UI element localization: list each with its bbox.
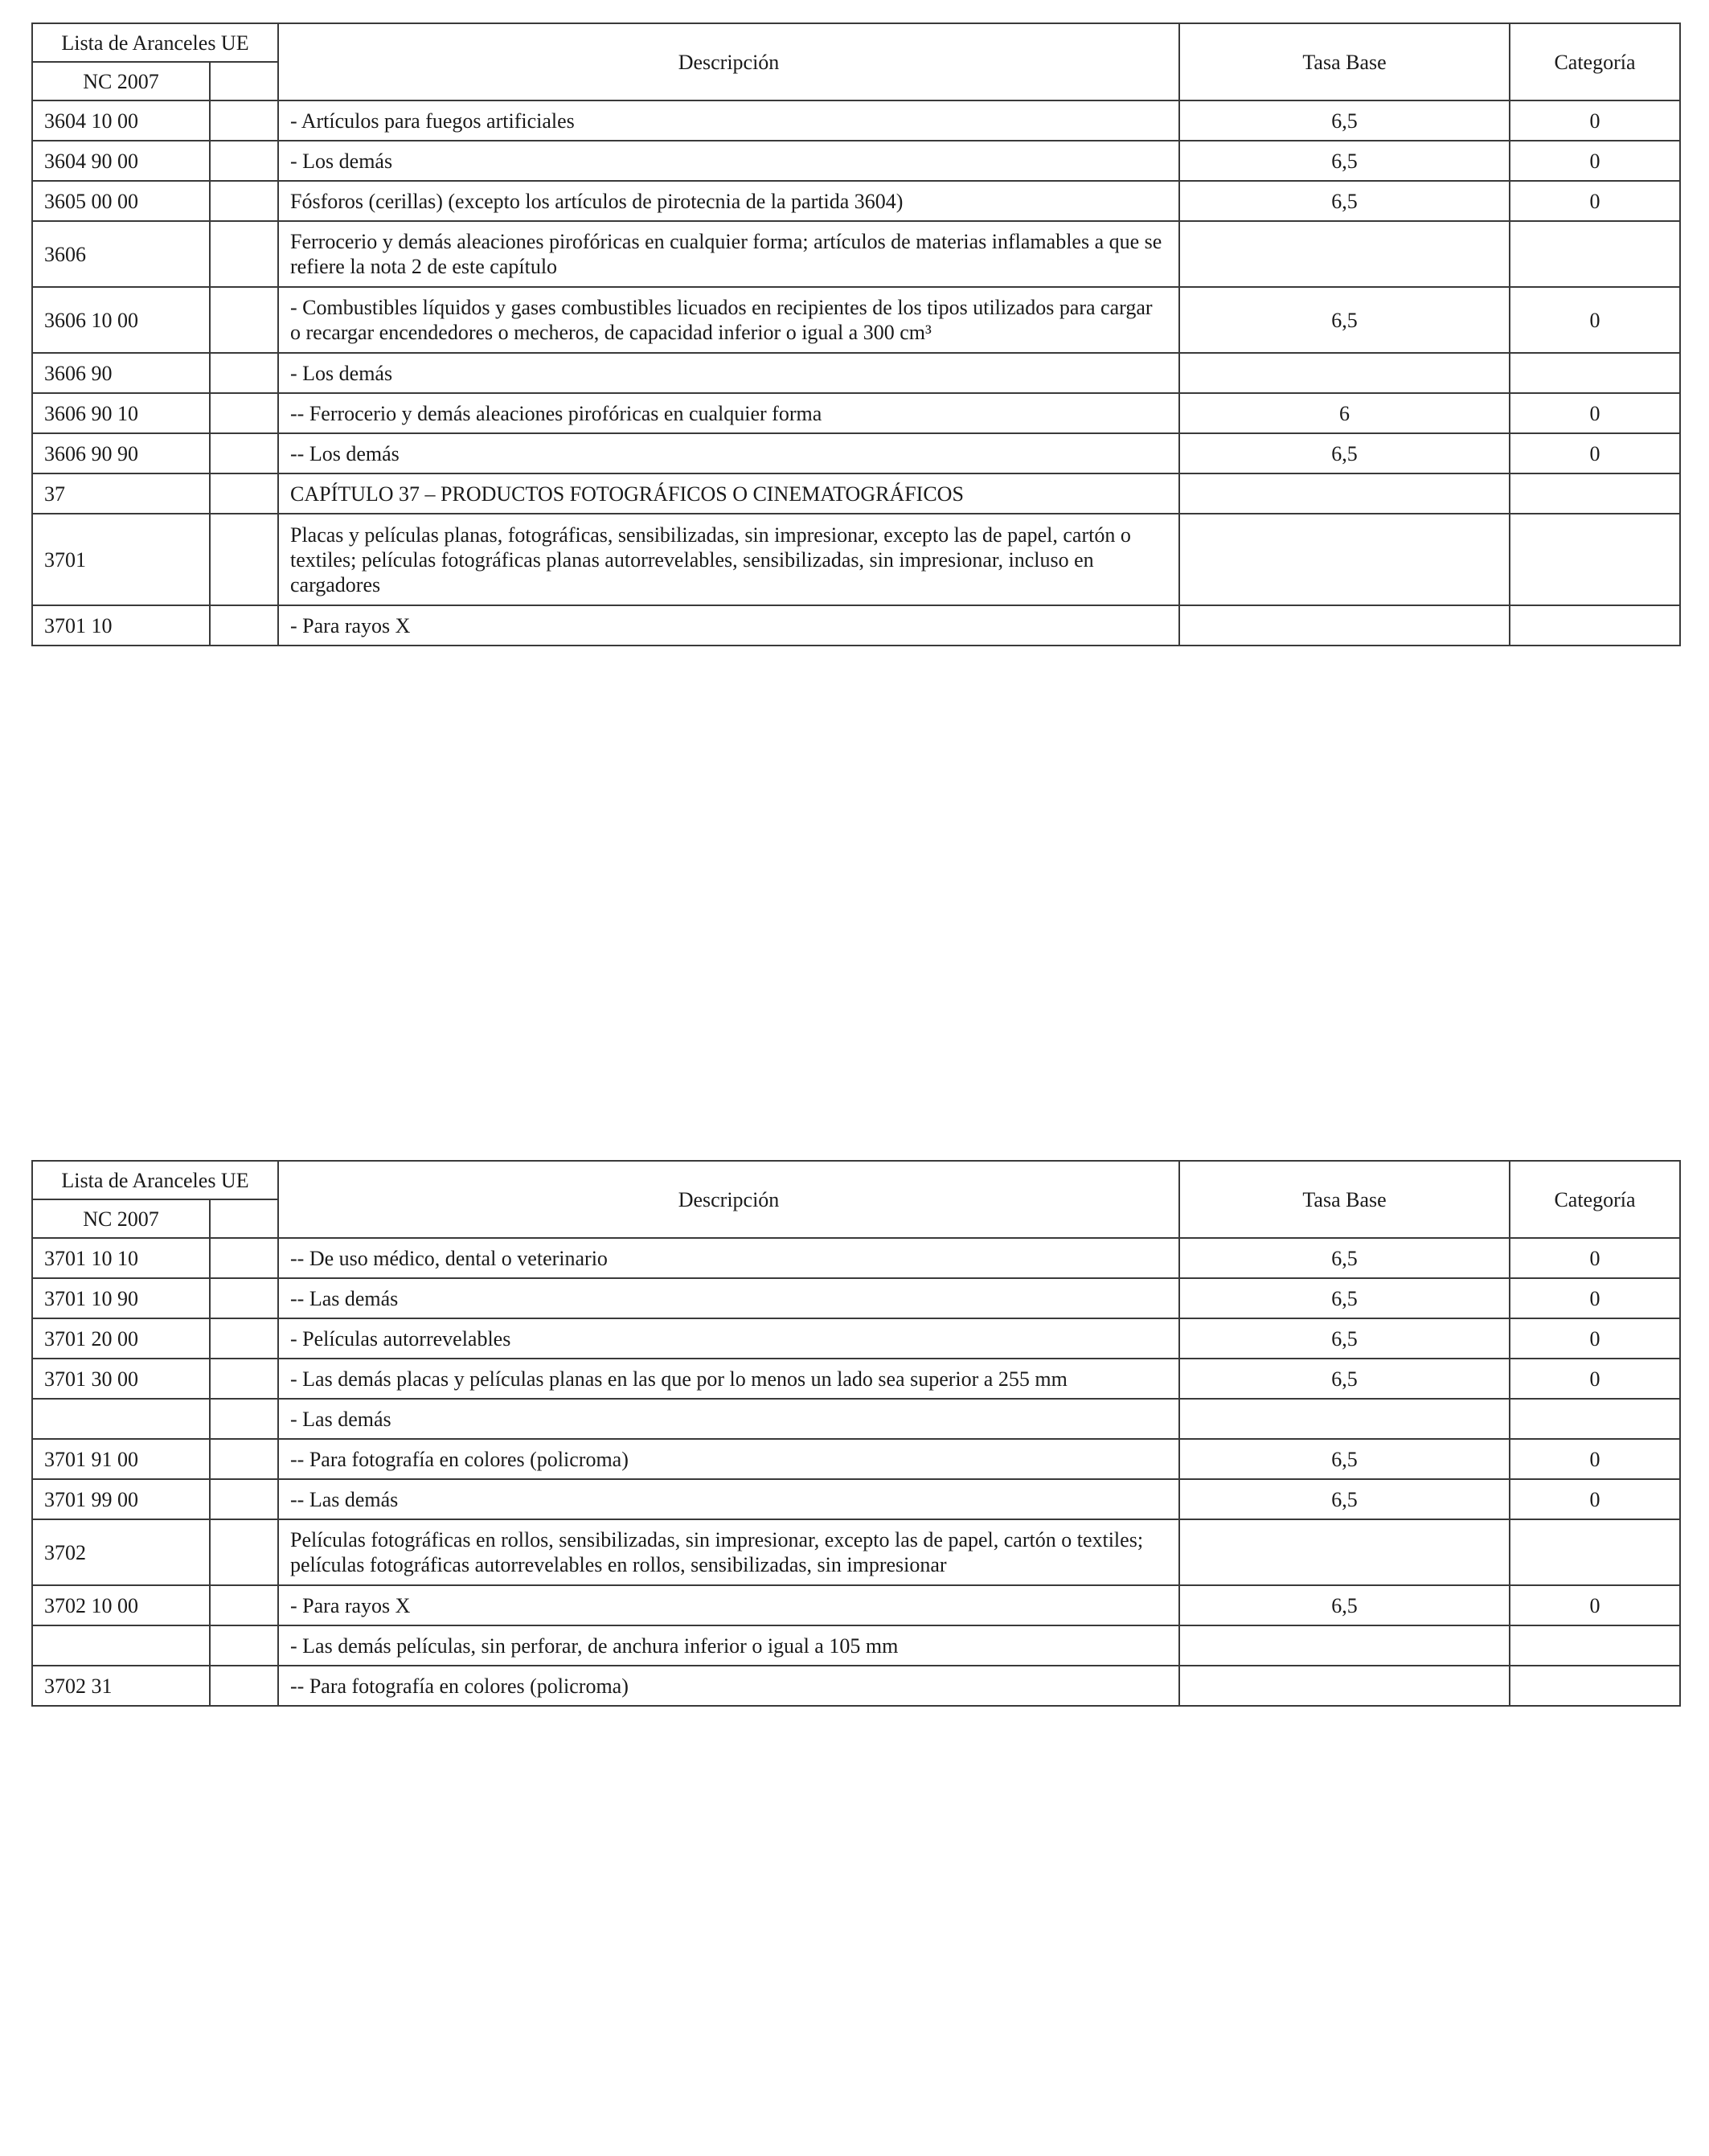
table-row [32,1479,1680,1519]
table-row [32,1666,1680,1706]
table-row [32,473,1680,514]
table-row [32,1318,1680,1359]
base-rate: 6,5 [1179,1479,1510,1519]
base-rate: 6,5 [1179,1238,1510,1278]
nc-code: 3701 30 00 [32,1359,210,1399]
header-tariff-list: Lista de Aranceles UE [32,23,278,62]
table-row [32,221,1680,287]
category: 0 [1510,1318,1680,1359]
base-rate: 6,5 [1179,1359,1510,1399]
nc-code: 3701 20 00 [32,1318,210,1359]
nc-code: 3606 90 [32,353,210,393]
nc-code: 3702 [32,1519,210,1585]
base-rate: 6,5 [1179,433,1510,473]
sub-code [210,1439,278,1479]
table-row [32,141,1680,181]
table-row [32,1238,1680,1278]
category: 0 [1510,393,1680,433]
category: 0 [1510,1439,1680,1479]
nc-code: 3701 10 10 [32,1238,210,1278]
base-rate [1179,605,1510,646]
base-rate: 6,5 [1179,1585,1510,1625]
header-description: Descripción [278,23,1179,100]
description: - Para rayos X [278,1585,1179,1625]
header-nc-2007: NC 2007 [32,62,210,100]
category [1510,1625,1680,1666]
header-description: Descripción [278,1161,1179,1238]
sub-code [210,1399,278,1439]
category [1510,221,1680,287]
header-nc-2007: NC 2007 [32,1199,210,1238]
category: 0 [1510,1278,1680,1318]
sub-code [210,100,278,141]
sub-code [210,1666,278,1706]
description: CAPÍTULO 37 – PRODUCTOS FOTOGRÁFICOS O CINEMATOGRÁFICOS [278,473,1179,514]
table-row [32,100,1680,141]
nc-code: 3605 00 00 [32,181,210,221]
description: -- Los demás [278,433,1179,473]
tariff-table [31,23,1681,646]
table-row [32,605,1680,646]
description: - Combustibles líquidos y gases combustibles licuados en recipientes de los tipos utilizados para cargar o recargar encendedores o mecheros, de capacidad inferior o igual a 300 cm³ [278,287,1179,353]
header-base-rate: Tasa Base [1179,1161,1510,1238]
base-rate: 6,5 [1179,1318,1510,1359]
base-rate [1179,1666,1510,1706]
description: -- De uso médico, dental o veterinario [278,1238,1179,1278]
category [1510,605,1680,646]
header-category: Categoría [1510,23,1680,100]
description: -- Para fotografía en colores (policroma) [278,1666,1179,1706]
category [1510,1519,1680,1585]
nc-code: 3606 [32,221,210,287]
base-rate: 6,5 [1179,1278,1510,1318]
description: -- Las demás [278,1278,1179,1318]
nc-code [32,1625,210,1666]
description: - Para rayos X [278,605,1179,646]
table-row [32,1439,1680,1479]
table-row [32,393,1680,433]
header-category: Categoría [1510,1161,1680,1238]
table-row [32,1359,1680,1399]
base-rate [1179,514,1510,605]
sub-code [210,473,278,514]
table-row [32,1399,1680,1439]
category: 0 [1510,181,1680,221]
description: -- Para fotografía en colores (policroma) [278,1439,1179,1479]
description: -- Ferrocerio y demás aleaciones pirofóricas en cualquier forma [278,393,1179,433]
category [1510,1666,1680,1706]
description: - Las demás placas y películas planas en las que por lo menos un lado sea superior a 255 mm [278,1359,1179,1399]
sub-code [210,287,278,353]
description: Ferrocerio y demás aleaciones pirofóricas en cualquier forma; artículos de materias inflamables a que se refiere la nota 2 de este capítulo [278,221,1179,287]
nc-code: 3702 10 00 [32,1585,210,1625]
nc-code: 3701 99 00 [32,1479,210,1519]
description: - Películas autorrevelables [278,1318,1179,1359]
base-rate: 6,5 [1179,100,1510,141]
sub-code [210,1585,278,1625]
nc-code: 3701 10 [32,605,210,646]
category: 0 [1510,1238,1680,1278]
category: 0 [1510,287,1680,353]
description: - Los demás [278,141,1179,181]
table-row [32,353,1680,393]
description: - Las demás películas, sin perforar, de anchura inferior o igual a 105 mm [278,1625,1179,1666]
nc-code: 3701 [32,514,210,605]
sub-code [210,1519,278,1585]
table-row [32,1585,1680,1625]
tariff-table [31,1160,1681,1707]
base-rate: 6,5 [1179,287,1510,353]
sub-code [210,353,278,393]
nc-code: 3702 31 [32,1666,210,1706]
header-blank-cell [210,62,278,100]
nc-code: 3606 10 00 [32,287,210,353]
nc-code [32,1399,210,1439]
base-rate [1179,473,1510,514]
table-row [32,433,1680,473]
category [1510,1399,1680,1439]
base-rate: 6 [1179,393,1510,433]
base-rate: 6,5 [1179,1439,1510,1479]
nc-code: 37 [32,473,210,514]
base-rate [1179,1399,1510,1439]
nc-code: 3701 91 00 [32,1439,210,1479]
category: 0 [1510,1479,1680,1519]
sub-code [210,433,278,473]
description: - Las demás [278,1399,1179,1439]
base-rate [1179,1625,1510,1666]
sub-code [210,181,278,221]
base-rate [1179,1519,1510,1585]
category [1510,514,1680,605]
header-base-rate: Tasa Base [1179,23,1510,100]
table-row [32,1519,1680,1585]
sub-code [210,1625,278,1666]
sub-code [210,605,278,646]
description: - Artículos para fuegos artificiales [278,100,1179,141]
sub-code [210,393,278,433]
category [1510,353,1680,393]
sub-code [210,1238,278,1278]
category: 0 [1510,433,1680,473]
sub-code [210,1278,278,1318]
description: Películas fotográficas en rollos, sensibilizadas, sin impresionar, excepto las de papel, cartón o textiles; películas fotográficas autorrevelables en rollos, sensibilizadas, sin impresionar [278,1519,1179,1585]
category: 0 [1510,1585,1680,1625]
table-row [32,514,1680,605]
table-row [32,1625,1680,1666]
header-tariff-list: Lista de Aranceles UE [32,1161,278,1199]
nc-code: 3604 90 00 [32,141,210,181]
table-row [32,1278,1680,1318]
category: 0 [1510,141,1680,181]
nc-code: 3701 10 90 [32,1278,210,1318]
description: Placas y películas planas, fotográficas, sensibilizadas, sin impresionar, excepto las de papel, cartón o textiles; películas fotográficas planas autorrevelables, sensibilizadas, sin impresionar, incluso en cargadores [278,514,1179,605]
sub-code [210,1359,278,1399]
description: -- Las demás [278,1479,1179,1519]
nc-code: 3606 90 90 [32,433,210,473]
sub-code [210,141,278,181]
base-rate [1179,221,1510,287]
category [1510,473,1680,514]
description: Fósforos (cerillas) (excepto los artículos de pirotecnia de la partida 3604) [278,181,1179,221]
nc-code: 3604 10 00 [32,100,210,141]
sub-code [210,1479,278,1519]
sub-code [210,221,278,287]
description: - Los demás [278,353,1179,393]
base-rate [1179,353,1510,393]
sub-code [210,1318,278,1359]
table-row [32,181,1680,221]
base-rate: 6,5 [1179,141,1510,181]
header-blank-cell [210,1199,278,1238]
category: 0 [1510,1359,1680,1399]
table-row [32,287,1680,353]
sub-code [210,514,278,605]
category: 0 [1510,100,1680,141]
nc-code: 3606 90 10 [32,393,210,433]
base-rate: 6,5 [1179,181,1510,221]
